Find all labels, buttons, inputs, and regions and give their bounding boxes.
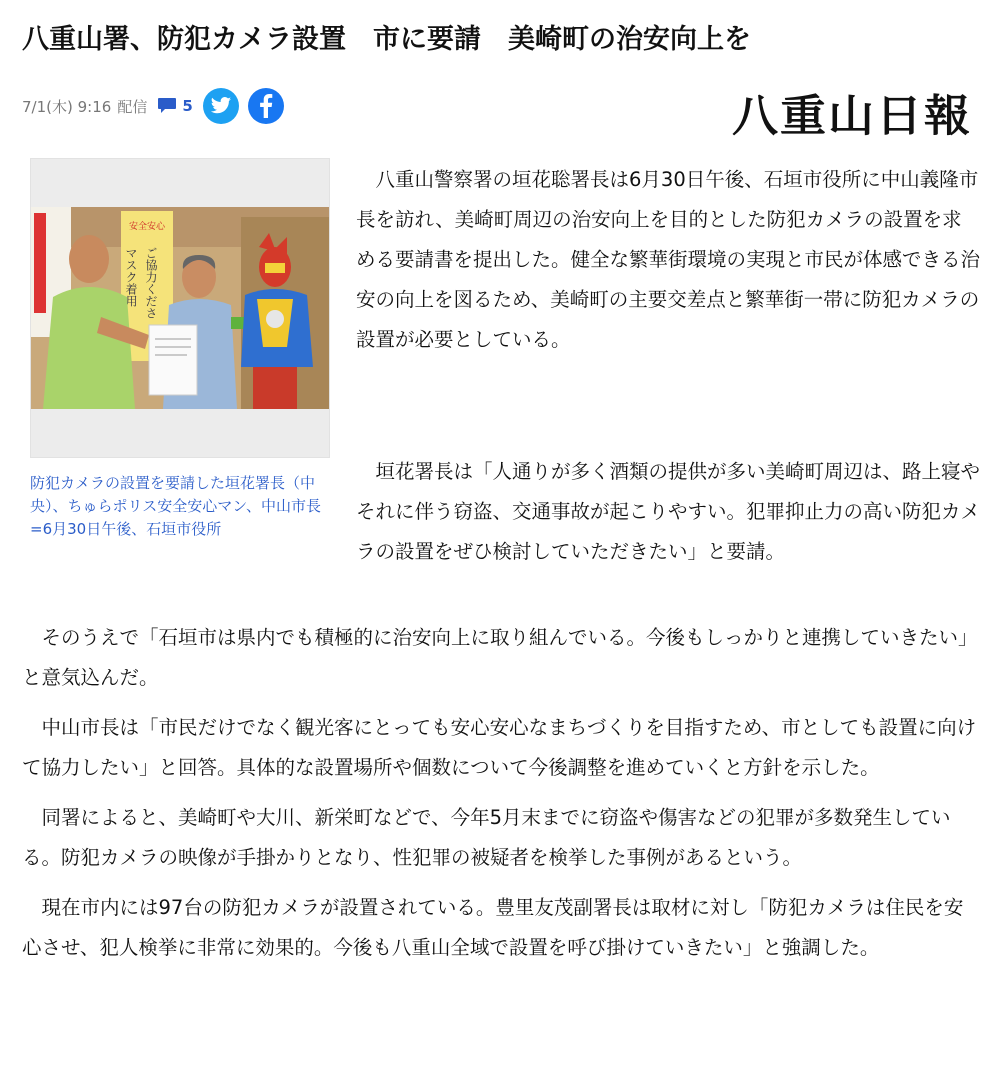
paragraph: 中山市長は「市民だけでなく観光客にとっても安心安心なまちづくりを目指すため、市としても設置に向けて協力したい」と回答。具体的な設置場所や個数について今後調整を進めていくと方針を示した。: [22, 716, 977, 779]
twitter-share-button[interactable]: [203, 88, 239, 124]
article-body-side-1: [356, 160, 980, 360]
article-body-full: [22, 618, 980, 978]
paragraph: 八重山警察署の垣花聡署長は6月30日午後、石垣市役所に中山義隆市長を訪れ、美崎町周辺の治安向上を目的とした防犯カメラの設置を求める要請書を提出した。健全な繁華街環境の実現と市民が体感できる治安の向上を図るため、美崎町の主要交差点と繁華街一帯に防犯カメラの設置が必要としている。: [356, 168, 981, 351]
distribution-label: 配信: [117, 97, 148, 116]
paragraph: 垣花署長は「人通りが多く酒類の提供が多い美崎町周辺は、路上寝やそれに伴う窃盗、交通事故が起こりやすい。犯罪抑止力の高い防犯カメラの設置をぜひ検討していただきたい」と要請。: [356, 460, 981, 563]
article-body-side-2: [356, 452, 980, 572]
article-headline: 八重山署、防犯カメラ設置 市に要請 美崎町の治安向上を: [22, 24, 751, 55]
paragraph: そのうえで「石垣市は県内でも積極的に治安向上に取り組んでいる。今後もしっかりと連携していきたい」と意気込んだ。: [22, 626, 978, 689]
paragraph: 現在市内には97台の防犯カメラが設置されている。豊里友茂副署長は取材に対し「防犯カメラは住民を安心させ、犯人検挙に非常に効果的。今後も八重山全域で設置を呼び掛けていきたい」と強調した。: [22, 896, 964, 959]
banner-top-text: 安全安心: [128, 222, 166, 232]
photo-caption: 防犯カメラの設置を要請した垣花署長（中央）、ちゅらポリス安全安心マン、中山市長=6月30日午後、石垣市役所: [30, 474, 322, 538]
photo-illustration: [31, 207, 329, 409]
article-meta: [22, 86, 293, 126]
twitter-bird-icon: [210, 96, 232, 116]
facebook-f-icon: [259, 94, 273, 118]
comment-link[interactable]: [157, 97, 192, 115]
facebook-share-button[interactable]: [248, 88, 284, 124]
comment-count: 5: [182, 97, 193, 115]
article-photo[interactable]: [30, 158, 330, 458]
paragraph: 同署によると、美崎町や大川、新栄町などで、今年5月末までに窃盗や傷害などの犯罪が多数発生している。防犯カメラの映像が手掛かりとなり、性犯罪の被疑者を検挙した事例があるという。: [22, 806, 951, 869]
banner-mid-text: マスク着用: [124, 247, 138, 307]
publish-date: 7/1(木) 9:16: [22, 97, 112, 116]
banner-bottom-text: ご協力くださ: [144, 247, 158, 319]
publisher-logo: 八重山日報: [732, 90, 972, 142]
speech-bubble-icon: [157, 97, 177, 115]
